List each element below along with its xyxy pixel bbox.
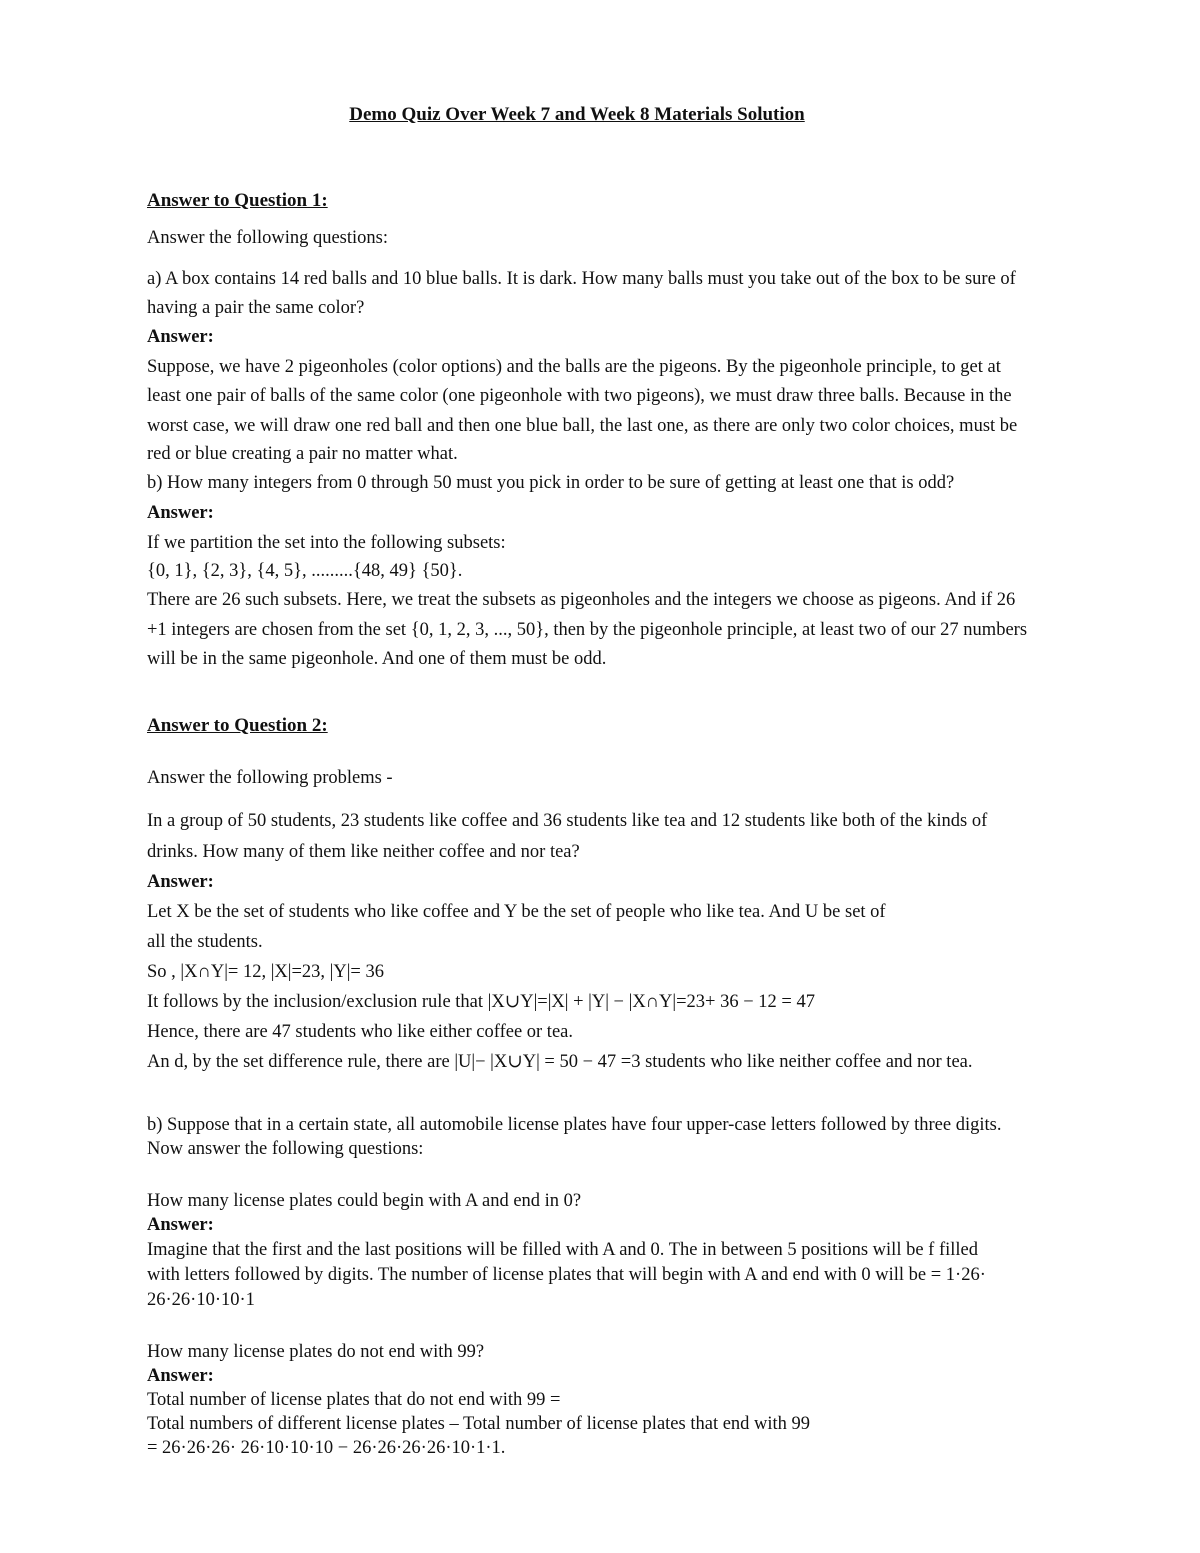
- q1a-answer-line-4: red or blue creating a pair no matter what.: [147, 444, 458, 464]
- q1b-question: b) How many integers from 0 through 50 must you pick in order to be sure of getting at least one that is odd?: [147, 473, 955, 493]
- question-1-heading: Answer to Question 1:: [147, 190, 328, 211]
- q1a-question-line-2: having a pair the same color?: [147, 298, 365, 318]
- q2a-solution-line-4: It follows by the inclusion/exclusion rule that |X∪Y|=|X| + |Y| − |X∩Y|=23+ 36 − 12 = 47: [147, 992, 815, 1012]
- q1a-question-line-1: a) A box contains 14 red balls and 10 blue balls. It is dark. How many balls must you take out of the box to be sure of: [147, 269, 1016, 289]
- q2a-solution-line-5: Hence, there are 47 students who like either coffee or tea.: [147, 1022, 573, 1042]
- q2-intro: Answer the following problems -: [147, 768, 393, 788]
- q2a-solution-line-2: all the students.: [147, 932, 263, 952]
- q1b-answer-line-2: {0, 1}, {2, 3}, {4, 5}, .........{48, 49} {50}.: [147, 561, 463, 581]
- q1-intro: Answer the following questions:: [147, 228, 388, 248]
- q2a-solution-line-1: Let X be the set of students who like coffee and Y be the set of people who like tea. And U be set of: [147, 902, 886, 922]
- q2b-sub1-answer-line-2: with letters followed by digits. The number of license plates that will begin with A and end with 0 will be = 1·26·: [147, 1265, 986, 1285]
- q2b-sub2-answer-line-1: Total number of license plates that do not end with 99 =: [147, 1390, 561, 1410]
- q1b-answer-line-4: +1 integers are chosen from the set {0, 1, 2, 3, ..., 50}, then by the pigeonhole principle, at least two of our 27 numbers: [147, 620, 1028, 640]
- q2a-solution-line-3: So , |X∩Y|= 12, |X|=23, |Y|= 36: [147, 962, 384, 982]
- q2b-problem-line-1: b) Suppose that in a certain state, all automobile license plates have four upper-case letters followed by three digits.: [147, 1115, 1002, 1135]
- q1b-answer-label: Answer:: [147, 503, 214, 523]
- q2b-sub2-answer-label: Answer:: [147, 1366, 214, 1386]
- q1a-answer-line-3: worst case, we will draw one red ball and then one blue ball, the last one, as there are only two color choices, must be: [147, 416, 1018, 436]
- q2b-sub2-answer-line-2: Total numbers of different license plates – Total number of license plates that end with 99: [147, 1414, 811, 1434]
- q2b-sub2-question: How many license plates do not end with 99?: [147, 1342, 485, 1362]
- q2b-problem-line-2: Now answer the following questions:: [147, 1139, 424, 1159]
- q1a-answer-line-1: Suppose, we have 2 pigeonholes (color options) and the balls are the pigeons. By the pigeonhole principle, to get at: [147, 357, 1001, 377]
- q2a-answer-label: Answer:: [147, 872, 214, 892]
- q2b-sub1-question: How many license plates could begin with A and end in 0?: [147, 1191, 582, 1211]
- q1b-answer-line-5: will be in the same pigeonhole. And one of them must be odd.: [147, 649, 607, 669]
- q1a-answer-label: Answer:: [147, 327, 214, 347]
- q2a-problem-line-2: drinks. How many of them like neither coffee and nor tea?: [147, 842, 580, 862]
- q2a-solution-line-6: An d, by the set difference rule, there are |U|− |X∪Y| = 50 − 47 =3 students who like neither coffee and nor tea.: [147, 1052, 973, 1072]
- q2a-problem-line-1: In a group of 50 students, 23 students like coffee and 36 students like tea and 12 students like both of the kinds of: [147, 811, 988, 831]
- q1b-answer-line-3: There are 26 such subsets. Here, we treat the subsets as pigeonholes and the integers we choose as pigeons. And if 26: [147, 590, 1016, 610]
- q1b-answer-line-1: If we partition the set into the following subsets:: [147, 533, 506, 553]
- q2b-sub2-answer-line-3: = 26·26·26· 26·10·10·10 − 26·26·26·26·10·1·1.: [147, 1438, 506, 1458]
- q2b-sub1-answer-label: Answer:: [147, 1215, 214, 1235]
- page-title: Demo Quiz Over Week 7 and Week 8 Materials Solution: [349, 104, 805, 125]
- document-page: [147, 0, 1067, 1553]
- question-2-heading: Answer to Question 2:: [147, 715, 328, 736]
- q1a-answer-line-2: least one pair of balls of the same color (one pigeonhole with two pigeons), we must draw three balls. Because in the: [147, 386, 1012, 406]
- q2b-sub1-answer-line-1: Imagine that the first and the last positions will be filled with A and 0. The in between 5 positions will be f filled: [147, 1240, 978, 1260]
- q2b-sub1-answer-line-3: 26·26·10·10·1: [147, 1290, 255, 1310]
